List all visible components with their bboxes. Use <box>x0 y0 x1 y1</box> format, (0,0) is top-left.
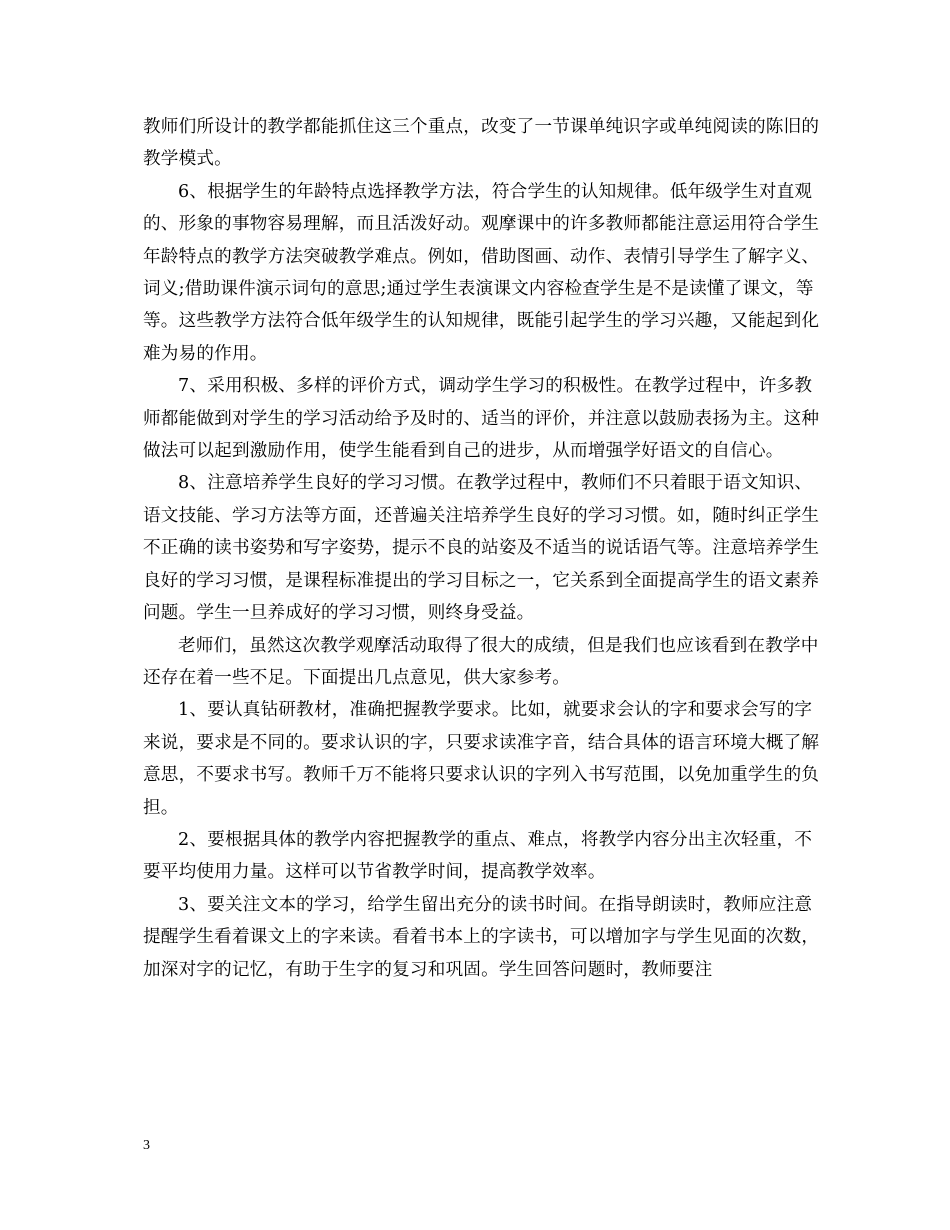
paragraph-suggestion-3: 3、要关注文本的学习，给学生留出充分的读书时间。在指导朗读时，教师应注意提醒学生看着课文上的字来读。看着书本上的字读书，可以增加字与学生见面的次数，加深对字的记忆，有助于生字的复习和巩固。学生回答问题时，教师要注 <box>143 894 820 980</box>
paragraph-suggestion-1: 1、要认真钻研教材，准确把握教学要求。比如，就要求会认的字和要求会写的字来说，要求是不同的。要求认识的字，只要求读准字音，结合具体的语言环境大概了解意思，不要求书写。教师千万不能将只要求认识的字列入书写范围，以免加重学生的负担。 <box>143 700 820 818</box>
paragraph-suggestion-2: 2、要根据具体的教学内容把握教学的重点、难点，将教学内容分出主次轻重，不要平均使用力量。这样可以节省教学时间，提高教学效率。 <box>143 829 813 883</box>
page-number: 3 <box>143 1138 150 1153</box>
paragraph-point-8: 8、注意培养学生良好的学习习惯。在教学过程中，教师们不只着眼于语文知识、语文技能、学习方法等方面，还普遍关注培养学生良好的学习习惯。如，随时纠正学生不正确的读书姿势和写字姿势，提示不良的站姿及不适当的说话语气等。注意培养学生良好的学习习惯，是课程标准提出的学习目标之一，它关系到全面提高学生的语文素养问题。学生一旦养成好的学习习惯，则终身受益。 <box>143 473 820 624</box>
paragraph-point-6: 6、根据学生的年龄特点选择教学方法，符合学生的认知规律。低年级学生对直观的、形象的事物容易理解，而且活泼好动。观摩课中的许多教师都能注意运用符合学生年龄特点的教学方法突破教学难点。例如，借助图画、动作、表情引导学生了解字义、词义;借助课件演示词句的意思;通过学生表演课文内容检查学生是不是读懂了课文，等等。这些教学方法符合低年级学生的认知规律，既能引起学生的学习兴趣，又能起到化难为易的作用。 <box>143 181 820 364</box>
paragraph-transition: 老师们，虽然这次教学观摩活动取得了很大的成绩，但是我们也应该看到在教学中还存在着一些不足。下面提出几点意见，供大家参考。 <box>143 635 819 688</box>
paragraph-continuation: 教师们所设计的教学都能抓住这三个重点，改变了一节课单纯识字或单纯阅读的陈旧的教学模式。 <box>143 117 820 170</box>
paragraph-point-7: 7、采用积极、多样的评价方式，调动学生学习的积极性。在教学过程中，许多教师都能做到对学生的学习活动给予及时的、适当的评价，并注意以鼓励表扬为主。这种做法可以起到激励作用，使学生能看到自己的进步，从而增强学好语文的自信心。 <box>143 376 820 462</box>
document-body <box>143 111 823 986</box>
